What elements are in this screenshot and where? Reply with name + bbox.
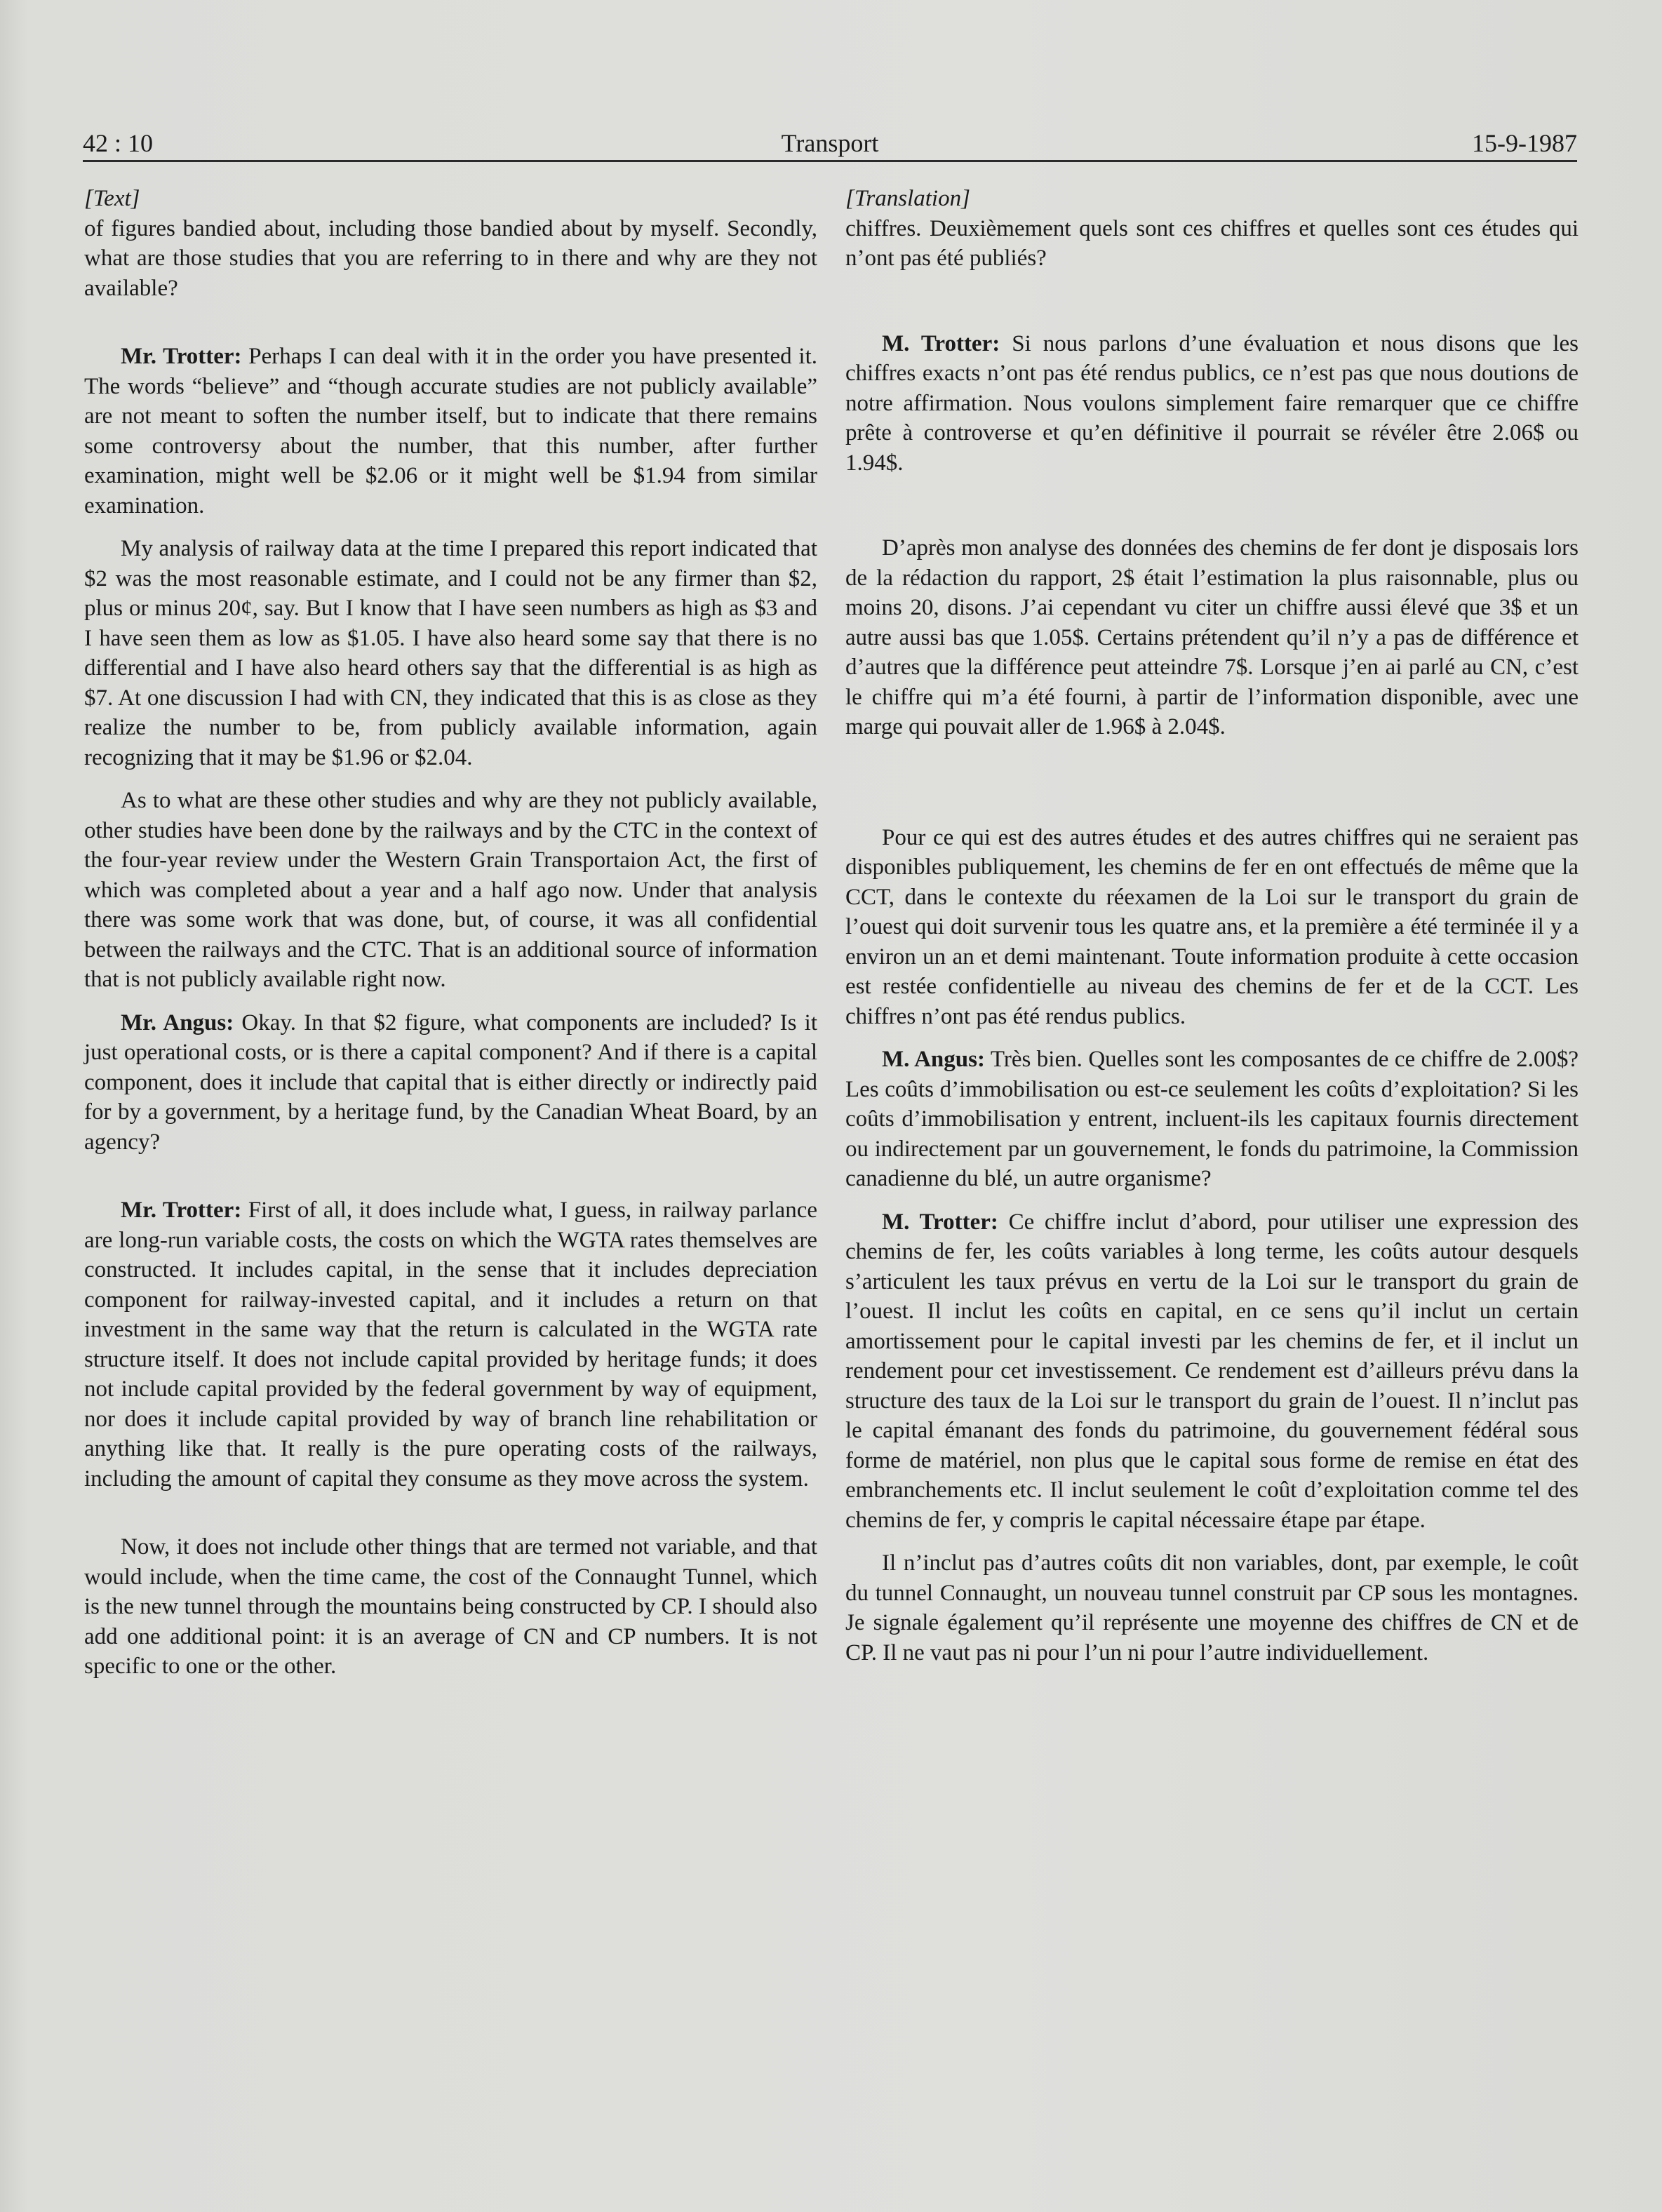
paragraph: As to what are these other studies and why are they not publicly available, other studies have been done by the railways and by the CTC in the context of the four-year review under the Western Grain Transportaion Act, the first of which was completed about a year and a half ago now. Under that analysis there was some work that was done, but, of course, it was all confidential between the railways and the CTC. That is an additional source of information that is not publicly available right now. [84,788,817,992]
paragraph: of figures bandied about, including those bandied about by myself. Secondly, what are those studies that you are referring to in there and why are they not available? [84,215,817,301]
paragraph [845,1207,1579,1536]
paragraph: Il n’inclut pas d’autres coûts dit non variables, dont, par exemple, le coût du tunnel Connaught, un nouveau tunnel construit par CP sous les montagnes. Je signale également qu’il représente une moyenne des chiffres de CN et de CP. Il ne vaut pas ni pour l’un ni pour l’autre individuellement. [845,1550,1579,1665]
issue-date: 15-9-1987 [1472,129,1577,157]
spacer [845,287,1579,329]
speech-text: Si nous parlons d’une évaluation et nous disons que les chiffres exacts n’ont pas été rendus publics, ce n’est pas que nous doutions de notre affirmation. Nous voulons simplement faire remarquer que ce chiffre prête à controverse et qu’en définitive il pourrait se révéler être 2.06$ ou 1.94$. [845,330,1579,476]
text-label: [Text] [84,186,140,211]
page-number: 42 : 10 [83,129,154,157]
publication-title: Transport [781,129,879,157]
speaker-name: Mr. Trotter: [121,344,242,369]
french-column [845,184,1579,1681]
paragraph: My analysis of railway data at the time I prepared this report indicated that $2 was the most reasonable estimate, and I could not be any firmer than $2, plus or minus 20¢, say. But I know that I have seen numbers as high as $3 and I have seen them as low as $1.05. I have also heard some say that there is no differential and I have also heard others say that the differential is as high as $7. At one discussion I had with CN, they indicated that this is as close as they realize the number to be, from publicly available information, again recognizing that it may be $1.96 or $2.04. [84,536,817,770]
paragraph: chiffres. Deuxièmement quels sont ces chiffres et quelles sont ces études qui n’ont pas été publiés? [845,215,1579,271]
running-head [83,125,1577,161]
translation-label: [Translation] [845,186,970,211]
speaker-name: M. Angus: [882,1047,985,1072]
speech-text: Très bien. Quelles sont les composantes de ce chiffre de 2.00$? Les coûts d’immobilisation ou est-ce seulement les coûts d’exploitation? Si les coûts d’immobilisation y entrent, incluent-ils les capitaux fournis directement ou indirectement par un gouvernement, le fonds du patrimoine, la Commission canadienne du blé, un autre organisme? [845,1047,1579,1191]
spacer [84,1170,817,1195]
speaker-name: M. Trotter: [882,1209,998,1235]
paragraph: D’après mon analyse des données des chemins de fer dont je disposais lors de la rédaction du rapport, 2$ était l’estimation la plus raisonnable, plus ou moins 20, disons. J’ai cependant vu citer un chiffre aussi élevé que 3$ et un autre aussi bas que 1.05$. Certains prétendent qu’il n’y a pas de différence et d’autres que la différence peut atteindre 7$. Lorsque j’en ai parlé au CN, c’est le chiffre qui m’a été fourni, à partir de l’information disponible, avec une marge qui pouvait aller de 1.96$ à 2.04$. [845,535,1579,739]
paragraph [84,342,817,521]
paragraph [845,329,1579,478]
paragraph [84,1008,817,1158]
spacer [84,1507,817,1532]
spacer [845,491,1579,533]
speech-text: First of all, it does include what, I guess, in railway parlance are long-run variable costs, the costs on which the WGTA rates themselves are constructed. It includes capital, in the sense that it includes depreciation component for railway-invested capital, and it includes a return on that investment in the same way that the return is calculated in the WGTA rate structure itself. It does not include capital provided by heritage funds; it does not include capital provided by the federal government by way of equipment, nor does it include capital provided by way of branch line rehabilitation or anything like that. It really is the pure operating costs of the railways, including the amount of capital they consume as they move across the system. [84,1198,817,1492]
speaker-name: Mr. Angus: [121,1010,234,1035]
paragraph: Pour ce qui est des autres études et des autres chiffres qui ne seraient pas disponibles publiquement, les chemins de fer en ont effectués de même que la CCT, dans le contexte du réexamen de la Loi sur le transport du grain de l’ouest qui doit survenir tous les quatre ans, et la première a été terminée il y a environ un an et demi maintenant. Toute information produite à cette occasion est restée confidentielle au niveau des chemins de fer et de la CCT. Les chiffres n’ont pas été rendus publics. [845,824,1579,1029]
speaker-name: M. Trotter: [882,330,1000,356]
paragraph: Now, it does not include other things that are termed not variable, and that would include, when the time came, the cost of the Connaught Tunnel, which is the new tunnel through the mountains being constructed by CP. I should also add one additional point: it is an average of CN and CP numbers. It is not specific to one or the other. [84,1534,817,1679]
english-column [84,184,817,1695]
speech-text: Ce chiffre inclut d’abord, pour utiliser une expression des chemins de fer, les coûts variables à long terme, les coûts autour desquels s’articulent les taux prévus en vertu de la Loi sur le transport du grain de l’ouest. Il inclut les coûts en capital, en ce sens qu’il inclut un certain amortissement pour le capital investi par les chemins de fer, et il inclut un rendement pour cet investissement. Ce rendement est d’ailleurs prévu dans la structure des taux de la Loi sur le transport du grain de l’ouest. Il n’inclut pas le capital émanant des fonds du patrimoine, du gouvernement fédéral sous forme de matériel, non plus que le capital sous forme de remise en état des embranchements etc. Il inclut seulement le coût d’exploitation comme tel des chemins de fer, y compris le capital nécessaire étape par étape. [845,1209,1579,1533]
speech-text: Okay. In that $2 figure, what components are included? Is it just operational costs, or is there a capital component? And if there is a capital component, does it include that capital that is either directly or indirectly paid for by a government, by a heritage fund, by the Canadian Wheat Board, by an agency? [84,1010,817,1155]
paragraph [84,1195,817,1494]
speaker-name: Mr. Trotter: [121,1198,242,1223]
spacer [845,756,1579,823]
paragraph [845,1045,1579,1194]
header-rule [83,160,1577,162]
spacer [84,316,817,342]
speech-text: Perhaps I can deal with it in the order you have presented it. The words “believe” and “though accurate studies are not publicly available” are not meant to soften the number itself, but to indicate that there remains some controversy about the number, that this number, after further examination, might well be $2.06 or it might well be $1.94 from similar examination. [84,344,817,518]
